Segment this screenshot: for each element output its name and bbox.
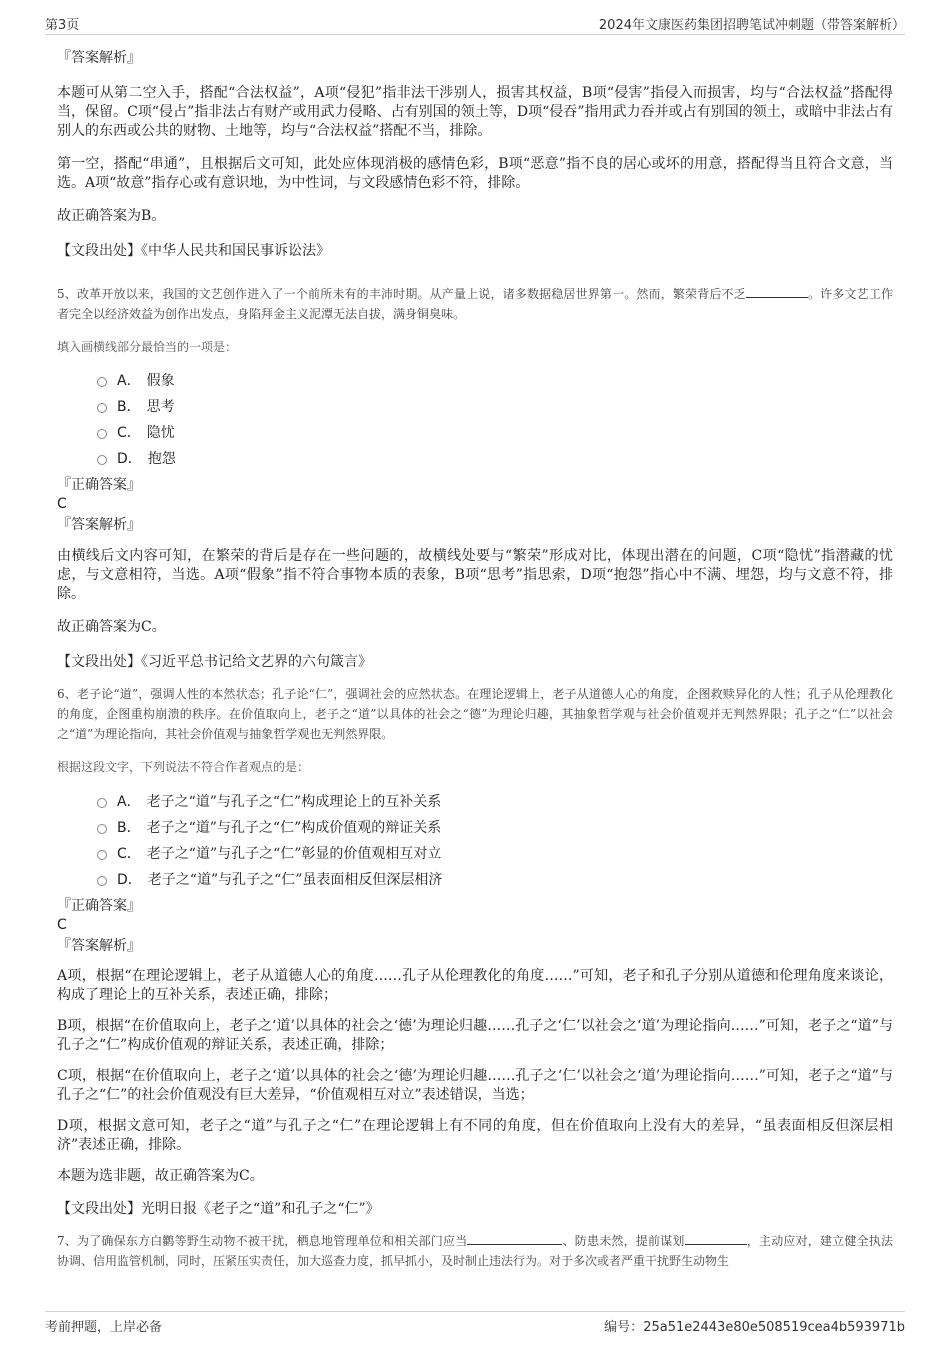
page-header [45,12,905,35]
q6-prompt: 根据这段文字，下列说法不符合作者观点的是： [57,760,310,774]
q5-option-d[interactable]: D． 抱怨 [97,445,893,471]
q7-question-text [57,1231,893,1271]
radio-button[interactable] [97,824,107,834]
q6-analysis-a: A项，根据“在理论逻辑上，老子从道德人心的角度……孔子从伦理教化的角度……”可知，老子和孔子分别从道德和伦理角度来谈论，构成了理论上的互补关系，表述正确，排除； [57,968,893,1003]
radio-button[interactable] [97,850,107,860]
q6-option-a[interactable]: A． 老子之“道”与孔子之“仁”构成理论上的互补关系 [97,788,893,814]
q5-option-b[interactable]: B． 思考 [97,393,893,419]
radio-button[interactable] [97,403,107,413]
document-title: 2024年文康医药集团招聘笔试冲刺题（带答案解析） [598,18,905,33]
q5-conclusion: 故正确答案为C。 [57,619,166,635]
q5-option-c[interactable]: C． 隐忧 [97,419,893,445]
q7-question-text-part-2: 、防患未然，提前谋划 [562,1234,685,1248]
q5-question-text [57,284,893,324]
footer-code [604,1316,905,1335]
q5-analysis: 由横线后文内容可知，在繁荣的背后是存在一些问题的，故横线处要与“繁荣”形成对比，体现出潜在的问题，C项“隐忧”指潜藏的忧虑，与文意相符，当选。A项“假象”指不符合事物本质的表象，B项“思考”指思索，D项“抱怨”指心中不满、埋怨，均与文意不符，排除。 [57,548,893,602]
footer-code-label: 编号： [604,1320,644,1335]
q6-analysis-d: D项，根据文意可知，老子之“道”与孔子之“仁”在理论逻辑上有不同的角度，但在价值取向上没有大的差异，“虽表面相反但深层相济”表述正确，排除。 [57,1118,893,1153]
q6-options [97,788,893,892]
q6-correct-answer: C [57,917,67,933]
radio-button[interactable] [97,377,107,387]
q6-option-b[interactable]: B． 老子之“道”与孔子之“仁”构成价值观的辩证关系 [97,814,893,840]
radio-button[interactable] [97,455,107,465]
q5-correct-answer: C [57,496,67,512]
q6-conclusion: 本题为选非题，故正确答案为C。 [57,1168,264,1184]
q5-option-a[interactable]: A． 假象 [97,367,893,393]
q5-blank [746,285,808,298]
q5-question-text-part-1: 5、改革开放以来，我国的文艺创作进入了一个前所未有的丰沛时期。从产量上说，诸多数据稳居世界第一。然而，繁荣背后不乏 [57,287,746,301]
q5-correct-label: 『正确答案』 [57,477,141,493]
q6-correct-label: 『正确答案』 [57,898,141,914]
q4-source: 【文段出处】《中华人民共和国民事诉讼法》 [57,243,330,259]
q4-analysis-paragraph-1: 本题可从第二空入手，搭配“合法权益”，A项“侵犯”指非法干涉别人，损害其权益，B项“侵害”指侵入而损害，均与“合法权益”搭配得当，保留。C项“侵占”指非法占有财产或用武力侵略、占有别国的领土等，D项“侵吞”指用武力吞并或占有别国的领土，或暗中非法占有别人的东西或公共的财物、土地等，均与“合法权益”搭配不当，排除。 [57,85,893,139]
radio-button[interactable] [97,876,107,886]
q5-prompt: 填入画横线部分最恰当的一项是： [57,340,238,354]
q6-analysis-label: 『答案解析』 [57,938,141,954]
q5-question-text-part-2: 。许多文艺工作者完全以经济效益为创作出发点，身陷拜金主义泥潭无法自拔，满身铜臭味。 [57,287,893,321]
q4-analysis-label: 『答案解析』 [57,50,141,66]
q6-analysis-c: C项，根据“在价值取向上，老子之‘道’以具体的社会之‘德’为理论归趣……孔子之‘仁’以社会之‘道’为理论指向……”可知，老子之“道”与孔子之“仁”的社会价值观没有巨大差异，“价值观相互对立”表述错误，当选； [57,1068,893,1103]
footer-code-value: 25a51e2443e80e508519cea4b593971b [643,1320,905,1335]
q6-source: 【文段出处】光明日报《老子之“道”和孔子之“仁”》 [57,1201,380,1217]
q6-option-d[interactable]: D． 老子之“道”与孔子之“仁”虽表面相反但深层相济 [97,866,893,892]
q4-analysis-paragraph-2: 第一空，搭配“串通”，且根据后文可知，此处应体现消极的感情色彩，B项“恶意”指不良的居心或坏的用意，搭配得当且符合文意，当选。A项“故意”指存心或有意识地，为中性词，与文段感情色彩不符，排除。 [57,156,893,191]
q5-analysis-label: 『答案解析』 [57,517,141,533]
q5-source: 【文段出处】《习近平总书记给文艺界的六句箴言》 [57,654,372,670]
radio-button[interactable] [97,798,107,808]
q6-option-c[interactable]: C． 老子之“道”与孔子之“仁”彰显的价值观相互对立 [97,840,893,866]
page-footer [45,1311,905,1334]
radio-button[interactable] [97,429,107,439]
q7-blank-1 [467,1232,562,1245]
q7-blank-2 [685,1232,747,1245]
q6-question-text: 6、老子论“道”，强调人性的本然状态；孔子论“仁”，强调社会的应然状态。在理论逻辑上，老子从道德人心的角度，企图救赎异化的人性；孔子从伦理教化的角度，企图重构崩溃的秩序。在价值取向上，老子之“道”以具体的社会之“德”为理论归趣，其抽象哲学观与社会价值观并无判然界限；孔子之“仁”以社会之“道”为理论指向，其社会价值观与抽象哲学观也无判然界限。 [57,687,893,741]
document-body [57,42,893,1271]
q7-question-text-part-3: ，主动应对，建立健全执法协调、信用监管机制，同时，压紧压实责任，加大巡查力度，抓早抓小，及时制止违法行为。对于多次或者严重干扰野生动物生 [57,1234,893,1268]
footer-slogan: 考前押题，上岸必备 [45,1320,163,1335]
page-number: 第3页 [45,18,80,33]
q4-conclusion: 故正确答案为B。 [57,208,166,224]
q6-analysis-b: B项，根据“在价值取向上，老子之‘道’以具体的社会之‘德’为理论归趣……孔子之‘仁’以社会之‘道’为理论指向……”可知，老子之“道”与孔子之“仁”构成价值观的辩证关系，表述正确，排除； [57,1018,893,1053]
q5-options [97,367,893,471]
q7-question-text-part-1: 7、为了确保东方白鹳等野生动物不被干扰，栖息地管理单位和相关部门应当 [57,1234,468,1248]
